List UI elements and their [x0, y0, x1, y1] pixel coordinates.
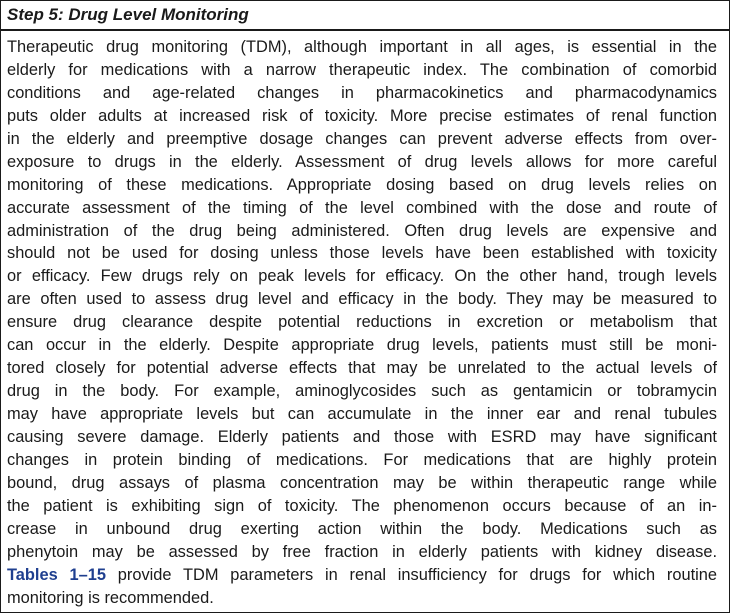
text-line: or efficacy. Few drugs rely on peak levels for efficacy. On the other hand, trough levels — [7, 267, 717, 286]
text-line: tored closely for potential adverse effects that may be unrelated to the actual levels of — [7, 359, 717, 378]
text-line: are often used to assess drug level and efficacy in the body. They may be measured to — [7, 290, 717, 309]
text-line: exposure to drugs in the elderly. Assessment of drug levels allows for more careful — [7, 152, 717, 171]
text-line: changes in protein binding of medications. For medications that are highly protein — [7, 450, 717, 469]
text-line: Therapeutic drug monitoring (TDM), although important in all ages, is essential in the — [7, 38, 717, 56]
text-line: phenytoin may be assessed by free fraction in elderly patients with kidney disease. — [7, 542, 717, 561]
text-line: should not be used for dosing unless those levels have been established with toxicity — [7, 244, 717, 263]
text-line: accurate assessment of the timing of the level combined with the dose and route of — [7, 198, 717, 217]
text-line: crease in unbound drug exerting action within the body. Medications such as — [7, 519, 717, 538]
text-line: administration of the drug being administered. Often drug levels are expensive and — [7, 221, 717, 240]
text-line: bound, drug assays of plasma concentration may be within therapeutic range while — [7, 473, 717, 492]
text-line: conditions and age-related changes in pharmacokinetics and pharmacodynamics — [7, 83, 717, 102]
tables-reference-link[interactable]: Tables 1–15 — [7, 565, 106, 584]
tables-reference-text: provide TDM parameters in renal insufficiency for drugs for which routine — [105, 565, 717, 584]
section-title: Step 5: Drug Level Monitoring — [7, 5, 249, 24]
text-line-with-reference — [7, 564, 717, 587]
text-line: drug in the body. For example, aminoglycosides such as gentamicin or tobramycin — [7, 382, 717, 401]
text-line: can occur in the elderly. Despite appropriate drug levels, patients must still be moni- — [7, 336, 717, 355]
text-line: monitoring of these medications. Appropriate dosing based on drug levels relies on — [7, 175, 717, 194]
text-line: causing severe damage. Elderly patients and those with ESRD may have significant — [7, 427, 717, 446]
text-line: ensure drug clearance despite potential reductions in excretion or metabolism that — [7, 313, 717, 332]
paragraph — [1, 31, 729, 609]
text-line: may have appropriate levels but can accumulate in the inner ear and renal tubules — [7, 405, 717, 423]
text-line-final: monitoring is recommended. — [7, 588, 214, 607]
text-line: in the elderly and preemptive dosage changes can prevent adverse effects from over- — [7, 129, 717, 148]
section-header — [1, 1, 729, 31]
text-line: elderly for medications with a narrow therapeutic index. The combination of comorbid — [7, 60, 717, 79]
text-line: the patient is exhibiting sign of toxicity. The phenomenon occurs because of an in- — [7, 496, 717, 515]
text-line: puts older adults at increased risk of toxicity. More precise estimates of renal function — [7, 106, 717, 125]
